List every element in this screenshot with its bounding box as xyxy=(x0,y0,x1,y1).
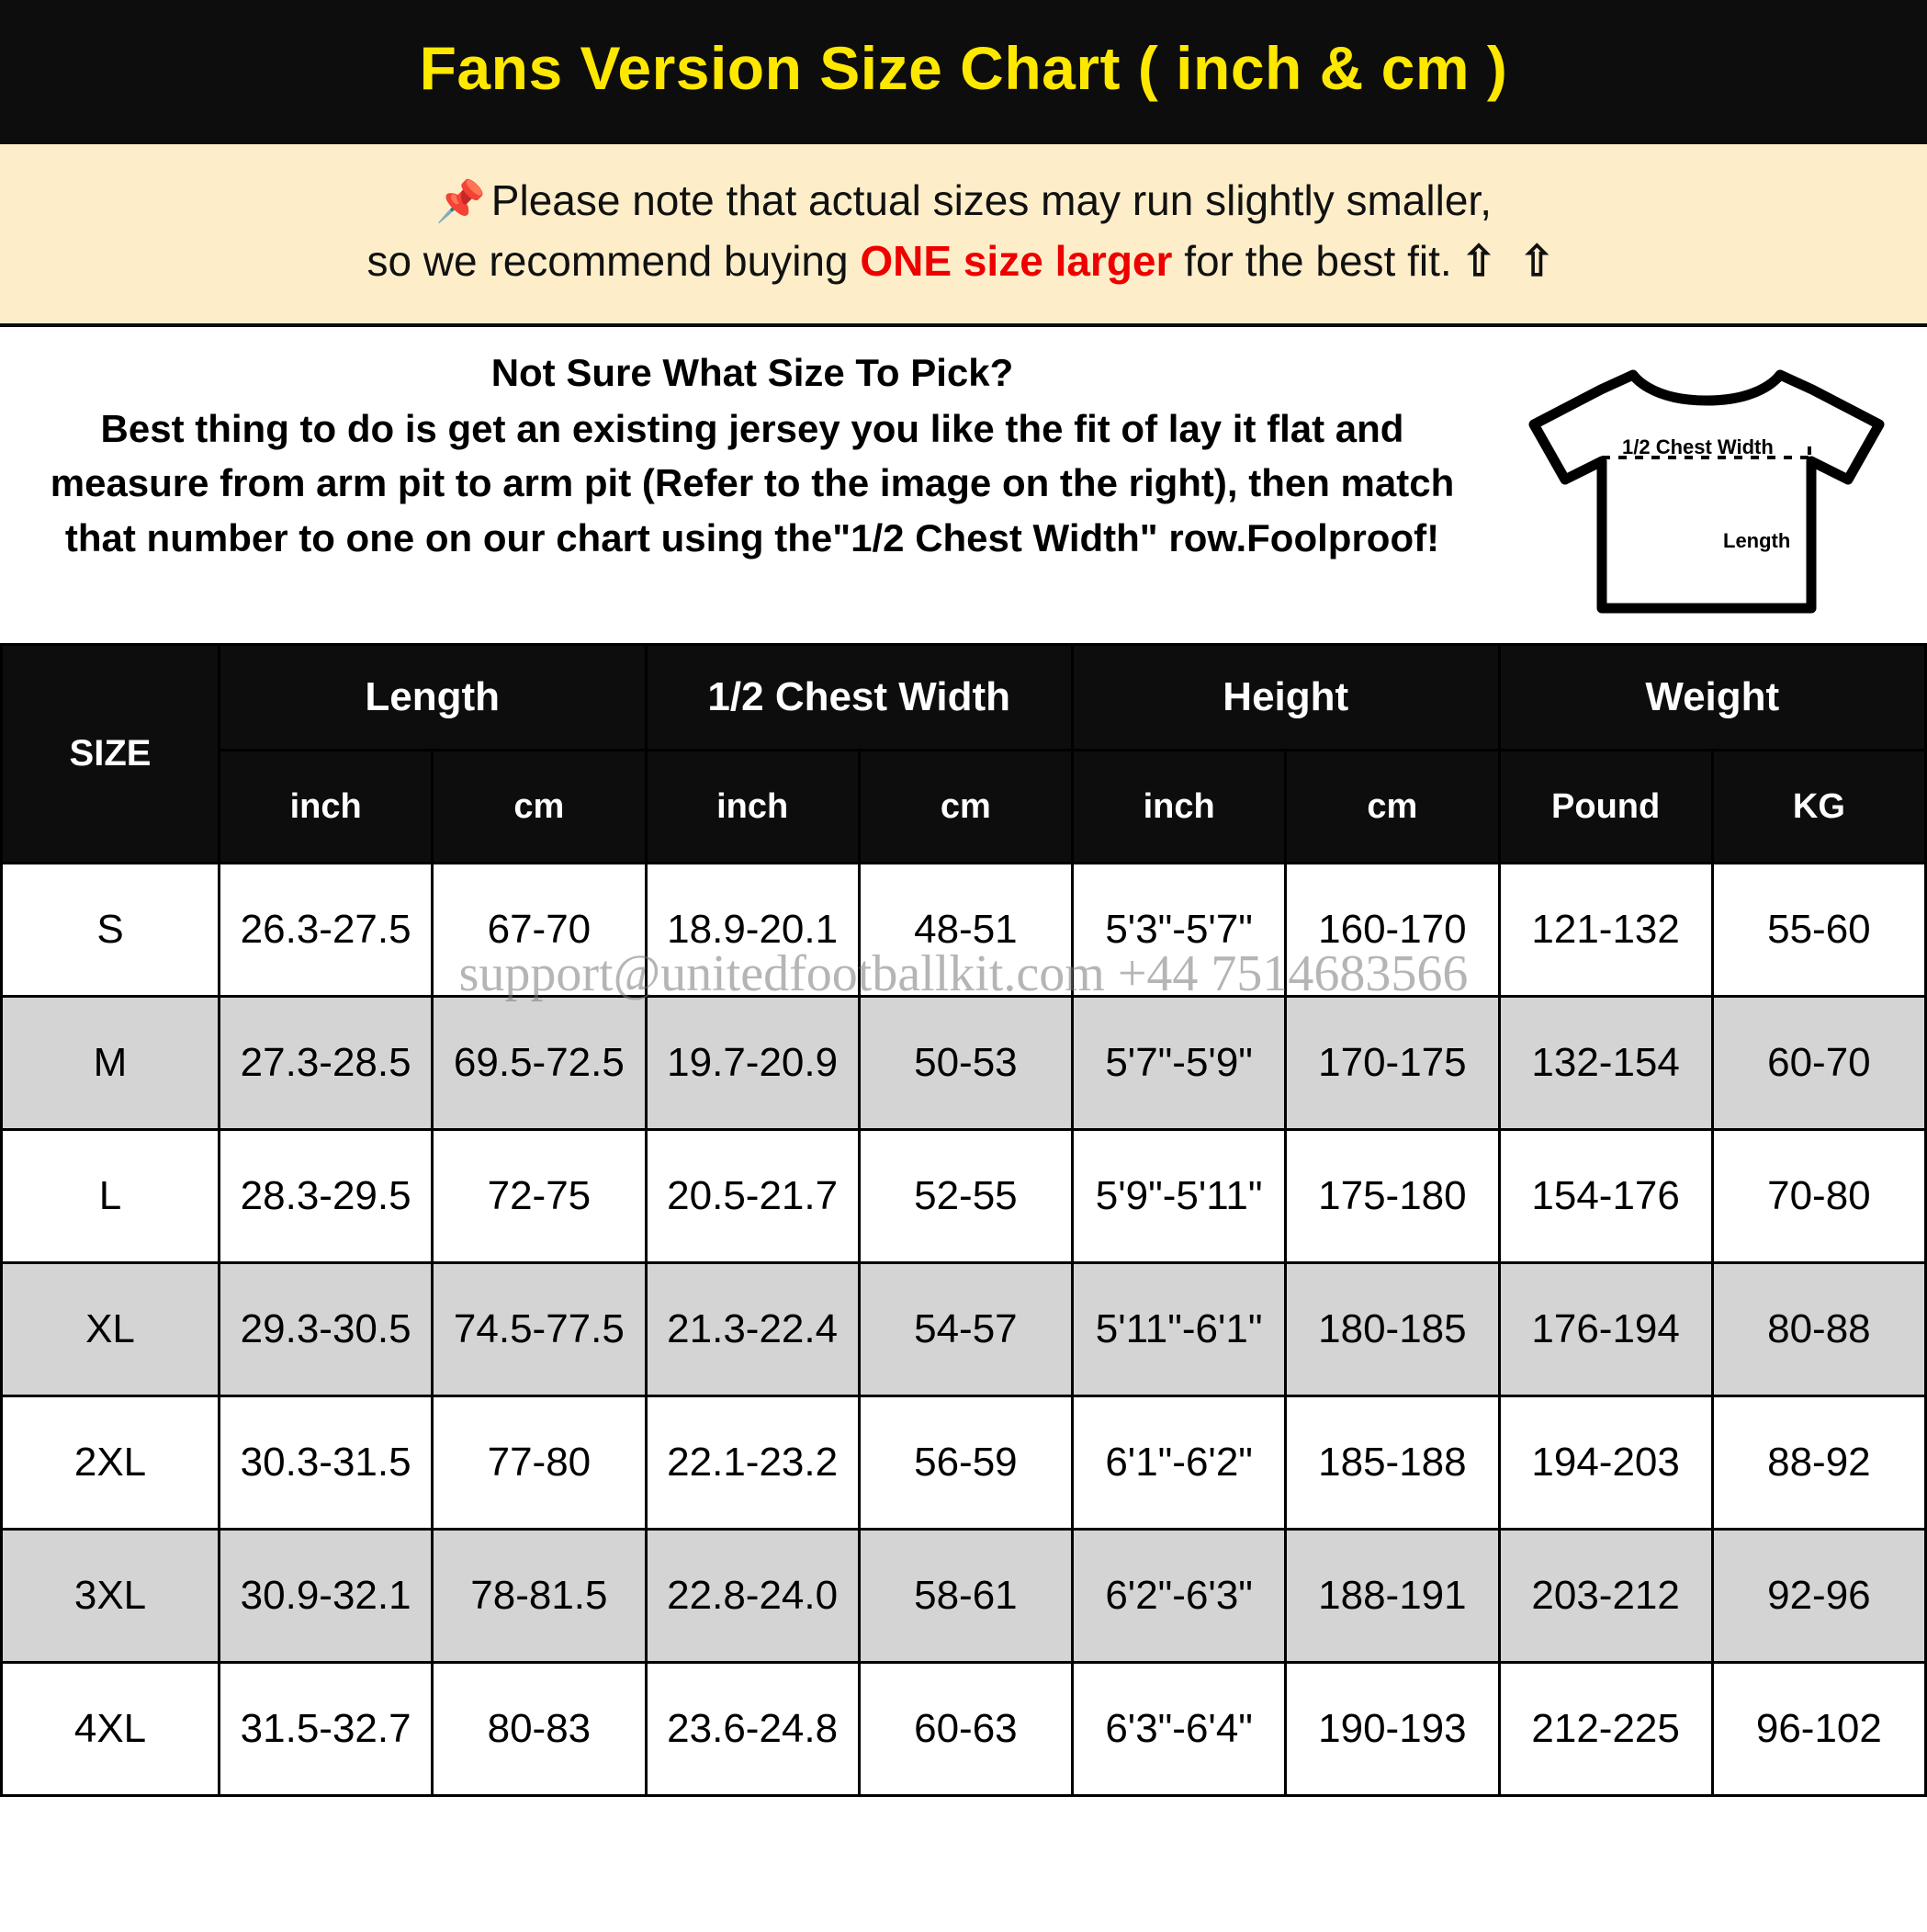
header-unit-length-cm: cm xyxy=(433,751,646,864)
cell-length-cm: 80-83 xyxy=(433,1663,646,1796)
cell-chest-cm: 60-63 xyxy=(859,1663,1072,1796)
size-table xyxy=(0,643,1927,1797)
page-title: Fans Version Size Chart ( inch & cm ) xyxy=(419,34,1508,102)
help-section xyxy=(0,327,1927,643)
table-row xyxy=(2,1396,1926,1530)
row-size: 2XL xyxy=(2,1396,220,1530)
cell-length-cm: 74.5-77.5 xyxy=(433,1263,646,1396)
tshirt-diagram xyxy=(1495,347,1918,625)
cell-height-cm: 180-185 xyxy=(1286,1263,1499,1396)
cell-weight-pound: 176-194 xyxy=(1499,1263,1712,1396)
cell-height-cm: 175-180 xyxy=(1286,1130,1499,1263)
cell-height-inch: 6'3"-6'4" xyxy=(1073,1663,1286,1796)
header-unit-weight-kg: KG xyxy=(1712,751,1925,864)
cell-weight-kg: 70-80 xyxy=(1712,1130,1925,1263)
cell-weight-kg: 92-96 xyxy=(1712,1530,1925,1663)
cell-chest-cm: 58-61 xyxy=(859,1530,1072,1663)
table-row xyxy=(2,864,1926,997)
row-size: M xyxy=(2,997,220,1130)
cell-chest-inch: 22.8-24.0 xyxy=(646,1530,859,1663)
cell-chest-inch: 19.7-20.9 xyxy=(646,997,859,1130)
size-table-head xyxy=(2,645,1926,864)
cell-weight-kg: 60-70 xyxy=(1712,997,1925,1130)
cell-length-inch: 28.3-29.5 xyxy=(220,1130,433,1263)
cell-height-inch: 5'7"-5'9" xyxy=(1073,997,1286,1130)
header-unit-height-cm: cm xyxy=(1286,751,1499,864)
header-unit-chest-inch: inch xyxy=(646,751,859,864)
cell-length-inch: 30.9-32.1 xyxy=(220,1530,433,1663)
header-size: SIZE xyxy=(2,645,220,864)
cell-height-inch: 5'11"-6'1" xyxy=(1073,1263,1286,1396)
header-group-length: Length xyxy=(220,645,647,751)
cell-height-inch: 5'3"-5'7" xyxy=(1073,864,1286,997)
cell-height-cm: 188-191 xyxy=(1286,1530,1499,1663)
length-label: Length xyxy=(1723,529,1791,553)
chest-width-label: 1/2 Chest Width xyxy=(1622,435,1774,459)
note-line-2-prefix: so we recommend buying xyxy=(366,237,861,286)
help-heading: Not Sure What Size To Pick? xyxy=(490,351,1014,395)
cell-height-cm: 190-193 xyxy=(1286,1663,1499,1796)
header-unit-chest-cm: cm xyxy=(859,751,1072,864)
cell-chest-cm: 48-51 xyxy=(859,864,1072,997)
table-row xyxy=(2,997,1926,1130)
help-text-block xyxy=(9,347,1495,566)
table-row xyxy=(2,1130,1926,1263)
cell-length-inch: 30.3-31.5 xyxy=(220,1396,433,1530)
header-group-height: Height xyxy=(1073,645,1500,751)
cell-height-inch: 6'2"-6'3" xyxy=(1073,1530,1286,1663)
cell-chest-inch: 18.9-20.1 xyxy=(646,864,859,997)
tshirt-diagram-icon xyxy=(1514,358,1899,625)
cell-length-cm: 72-75 xyxy=(433,1130,646,1263)
cell-chest-inch: 23.6-24.8 xyxy=(646,1663,859,1796)
cell-chest-cm: 56-59 xyxy=(859,1396,1072,1530)
cell-chest-inch: 22.1-23.2 xyxy=(646,1396,859,1530)
cell-height-inch: 5'9"-5'11" xyxy=(1073,1130,1286,1263)
cell-chest-cm: 50-53 xyxy=(859,997,1072,1130)
watermark-contact: support@unitedfootballkit.com +44 7514683566 xyxy=(458,945,1469,1002)
note-emphasis: ONE size larger xyxy=(860,237,1173,286)
cell-chest-cm: 54-57 xyxy=(859,1263,1072,1396)
cell-weight-kg: 96-102 xyxy=(1712,1663,1925,1796)
cell-height-cm: 160-170 xyxy=(1286,864,1499,997)
cell-weight-pound: 194-203 xyxy=(1499,1396,1712,1530)
note-line-2-suffix: for the best fit. xyxy=(1172,237,1452,286)
up-arrows-icon: ⇧ ⇧ xyxy=(1460,237,1561,286)
cell-length-cm: 67-70 xyxy=(433,864,646,997)
table-row xyxy=(2,1663,1926,1796)
cell-height-cm: 170-175 xyxy=(1286,997,1499,1130)
note-line-2 xyxy=(18,231,1909,292)
cell-weight-pound: 121-132 xyxy=(1499,864,1712,997)
header-unit-height-inch: inch xyxy=(1073,751,1286,864)
cell-length-cm: 69.5-72.5 xyxy=(433,997,646,1130)
header-unit-weight-pound: Pound xyxy=(1499,751,1712,864)
cell-weight-kg: 55-60 xyxy=(1712,864,1925,997)
cell-length-inch: 29.3-30.5 xyxy=(220,1263,433,1396)
cell-length-inch: 31.5-32.7 xyxy=(220,1663,433,1796)
cell-weight-pound: 212-225 xyxy=(1499,1663,1712,1796)
cell-height-inch: 6'1"-6'2" xyxy=(1073,1396,1286,1530)
cell-weight-kg: 88-92 xyxy=(1712,1396,1925,1530)
row-size: 3XL xyxy=(2,1530,220,1663)
cell-chest-inch: 20.5-21.7 xyxy=(646,1130,859,1263)
header-group-weight: Weight xyxy=(1499,645,1926,751)
cell-weight-pound: 154-176 xyxy=(1499,1130,1712,1263)
note-line-1-text: Please note that actual sizes may run slightly smaller, xyxy=(490,175,1492,224)
table-unit-header-row xyxy=(2,751,1926,864)
table-row xyxy=(2,1263,1926,1396)
note-line-1 xyxy=(18,170,1909,232)
size-table-body xyxy=(2,864,1926,1796)
help-body: Best thing to do is get an existing jersey you like the fit of lay it flat and measure from arm pit to arm pit (Refer to the image on the right), then match that number to one on our chart using the"1/2 Chest Width" row.Foolproof! xyxy=(50,406,1455,560)
cell-weight-pound: 132-154 xyxy=(1499,997,1712,1130)
header-group-chest: 1/2 Chest Width xyxy=(646,645,1073,751)
table-group-header-row xyxy=(2,645,1926,751)
header-unit-length-inch: inch xyxy=(220,751,433,864)
size-note-band xyxy=(0,141,1927,327)
cell-length-cm: 78-81.5 xyxy=(433,1530,646,1663)
cell-length-inch: 27.3-28.5 xyxy=(220,997,433,1130)
cell-height-cm: 185-188 xyxy=(1286,1396,1499,1530)
row-size: S xyxy=(2,864,220,997)
cell-weight-pound: 203-212 xyxy=(1499,1530,1712,1663)
cell-length-cm: 77-80 xyxy=(433,1396,646,1530)
cell-weight-kg: 80-88 xyxy=(1712,1263,1925,1396)
row-size: 4XL xyxy=(2,1663,220,1796)
title-bar xyxy=(0,0,1927,141)
table-row xyxy=(2,1530,1926,1663)
cell-chest-cm: 52-55 xyxy=(859,1130,1072,1263)
cell-length-inch: 26.3-27.5 xyxy=(220,864,433,997)
row-size: L xyxy=(2,1130,220,1263)
row-size: XL xyxy=(2,1263,220,1396)
pushpin-icon: 📌 xyxy=(435,178,486,224)
cell-chest-inch: 21.3-22.4 xyxy=(646,1263,859,1396)
